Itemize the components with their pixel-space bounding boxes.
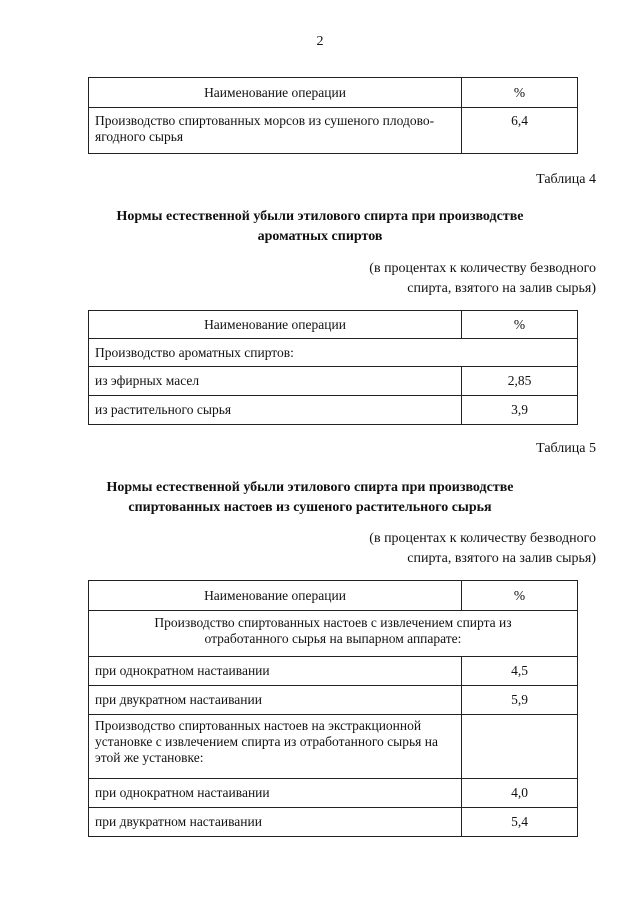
header-operation: Наименование операции — [89, 311, 462, 339]
header-percent: % — [462, 311, 578, 339]
table4-section: Производство ароматных спиртов: — [89, 339, 578, 367]
table4-title-line1: Нормы естественной убыли этилового спирта при производстве — [116, 209, 524, 224]
table4-caption: Таблица 4 — [536, 172, 596, 187]
table5-title — [0, 478, 640, 518]
header-percent: % — [462, 581, 578, 611]
table-row-value: 5,9 — [462, 686, 578, 715]
table-row-operation: при двукратном настаивании — [89, 808, 462, 837]
table-row-operation: при однократном настаивании — [89, 779, 462, 808]
table-row-value: 3,9 — [462, 396, 578, 425]
table-row-value: 2,85 — [462, 367, 578, 396]
table-row-operation: Производство спиртованных морсов из сушеного плодово-ягодного сырья — [89, 108, 462, 154]
table5-caption: Таблица 5 — [536, 441, 596, 456]
table-top — [88, 77, 578, 154]
table4-note-line1: (в процентах к количеству безводного — [369, 261, 596, 276]
header-percent: % — [462, 78, 578, 108]
page-number: 2 — [316, 34, 324, 49]
table5 — [88, 580, 578, 837]
table5-note-line1: (в процентах к количеству безводного — [369, 531, 596, 546]
table-row-operation: из растительного сырья — [89, 396, 462, 425]
table-row-value: 4,0 — [462, 779, 578, 808]
table-row-operation: при однократном настаивании — [89, 657, 462, 686]
table5-title-line2: спиртованных настоев из сушеного растительного сырья — [128, 500, 492, 515]
table4-note — [369, 259, 596, 299]
table4-note-line2: спирта, взятого на залив сырья) — [407, 281, 596, 296]
table5-note-line2: спирта, взятого на залив сырья) — [407, 551, 596, 566]
table-row-operation: из эфирных масел — [89, 367, 462, 396]
header-operation: Наименование операции — [89, 581, 462, 611]
table5-section1: Производство спиртованных настоев с извлечением спирта из отработанного сырья на выпарном аппарате: — [89, 611, 578, 657]
table5-section2: Производство спиртованных настоев на экстракционной установке с извлечением спирта из отработанного сырья на этой же установке: — [89, 715, 462, 779]
table5-title-line1: Нормы естественной убыли этилового спирта при производстве — [106, 480, 514, 495]
header-operation: Наименование операции — [89, 78, 462, 108]
table4-title — [0, 207, 640, 247]
table-row-value: 5,4 — [462, 808, 578, 837]
table5-note — [369, 529, 596, 569]
table-row-value: 4,5 — [462, 657, 578, 686]
table4-title-line2: ароматных спиртов — [257, 229, 383, 244]
table-row-operation: при двукратном настаивании — [89, 686, 462, 715]
table4 — [88, 310, 578, 425]
table5-section2-empty — [462, 715, 578, 779]
table-row-value: 6,4 — [462, 108, 578, 154]
